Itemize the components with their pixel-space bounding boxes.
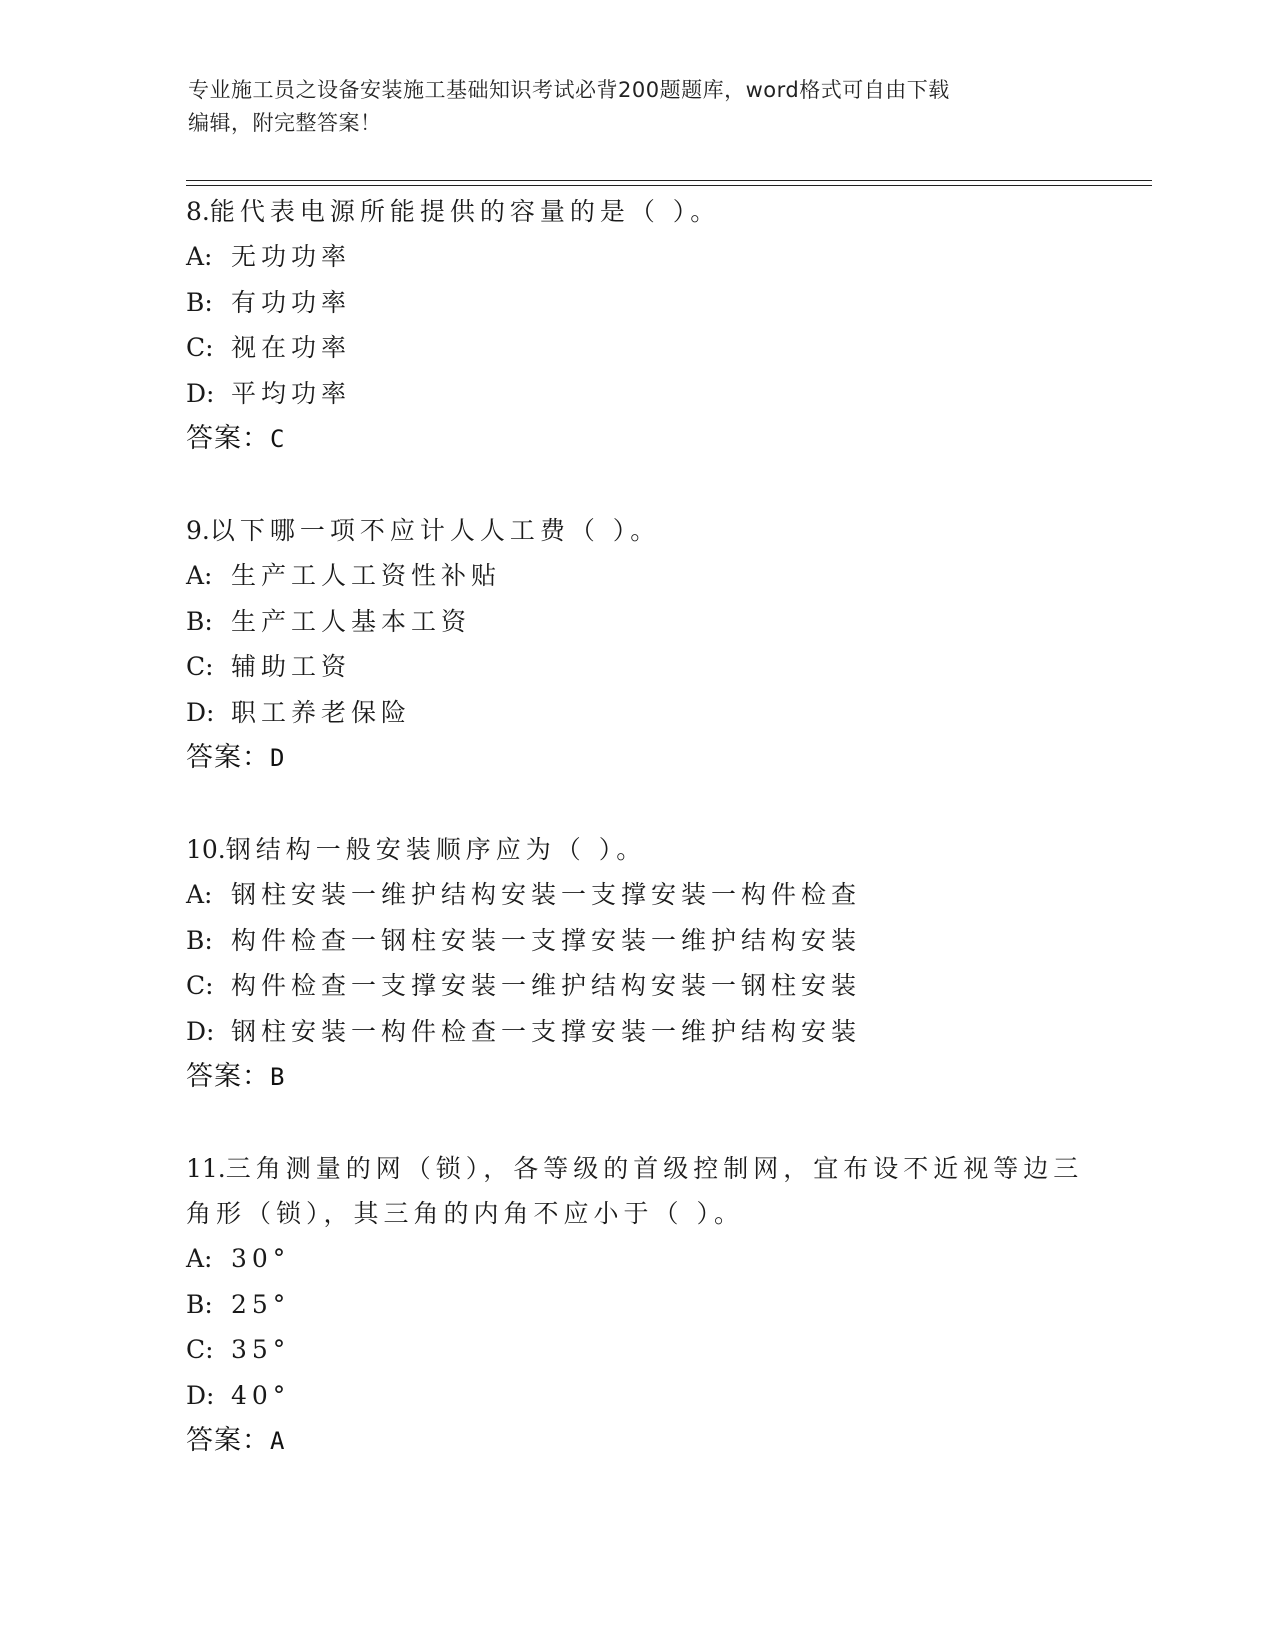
option-c: [186, 1327, 1086, 1373]
question-stem: [186, 508, 1086, 553]
option-c: [186, 325, 1086, 371]
option-text: 无功功率: [231, 242, 352, 271]
option-c: [186, 963, 1086, 1009]
option-key: B:: [186, 287, 213, 317]
question-11: [186, 1146, 1086, 1464]
option-key: C:: [186, 1335, 214, 1364]
option-a: [186, 234, 1086, 280]
option-c: [186, 644, 1086, 690]
question-stem: [186, 189, 1086, 234]
answer-label: 答案：: [186, 742, 270, 773]
option-key: B:: [186, 606, 213, 636]
option-key: A:: [186, 1244, 213, 1273]
header-title-line-1: 专业施工员之设备安装施工基础知识考试必背200题题库，word格式可自由下载: [188, 78, 950, 102]
option-text: 辅助工资: [231, 652, 352, 681]
option-text: 生产工人工资性补贴: [231, 561, 502, 590]
option-a: [186, 872, 1086, 918]
option-text: 35°: [231, 1335, 291, 1364]
question-list: [186, 189, 1086, 1510]
option-b: [186, 1282, 1086, 1328]
option-key: A:: [186, 880, 213, 909]
option-d: [186, 690, 1086, 736]
option-d: [186, 371, 1086, 417]
option-d: [186, 1009, 1086, 1055]
option-key: D:: [186, 1380, 215, 1410]
answer-value: A: [270, 1427, 285, 1455]
question-text: 以下哪一项不应计人人工费（ ）。: [209, 516, 661, 545]
option-d: [186, 1373, 1086, 1419]
question-10: [186, 827, 1086, 1100]
option-a: [186, 1236, 1086, 1282]
question-text: 三角测量的网（锁），各等级的首级控制网，宜布设不近视等边三角形（锁），其三角的内角不应小于（ ）。: [186, 1154, 1084, 1228]
option-key: D:: [186, 378, 215, 408]
header-title-line-2: 编辑，附完整答案！: [188, 111, 382, 135]
question-stem: [186, 1146, 1086, 1236]
option-key: B:: [186, 1289, 213, 1319]
option-b: [186, 599, 1086, 645]
option-key: C:: [186, 333, 214, 362]
option-text: 职工养老保险: [231, 697, 412, 727]
question-number: 10.: [186, 835, 226, 864]
answer-line: [186, 416, 1086, 462]
option-key: C:: [186, 971, 214, 1000]
option-text: 平均功率: [231, 378, 352, 408]
option-text: 40°: [231, 1380, 291, 1410]
option-key: B:: [186, 925, 213, 955]
answer-line: [186, 1054, 1086, 1100]
answer-value: D: [270, 744, 285, 772]
header-divider-top: [186, 180, 1152, 181]
option-text: 30°: [231, 1244, 291, 1273]
answer-value: C: [270, 425, 285, 453]
option-text: 生产工人基本工资: [231, 606, 472, 636]
option-b: [186, 918, 1086, 964]
option-a: [186, 553, 1086, 599]
option-key: D:: [186, 1016, 215, 1046]
option-text: 视在功率: [231, 333, 352, 362]
option-key: A:: [186, 242, 213, 271]
option-text: 25°: [231, 1289, 291, 1319]
answer-label: 答案：: [186, 1061, 270, 1092]
question-number: 9.: [186, 516, 210, 545]
question-number: 11.: [186, 1154, 226, 1183]
answer-label: 答案：: [186, 423, 270, 454]
question-9: [186, 508, 1086, 781]
option-text: 钢柱安装一维护结构安装一支撑安装一构件检查: [231, 880, 862, 909]
answer-value: B: [270, 1063, 285, 1091]
option-text: 构件检查一支撑安装一维护结构安装一钢柱安装: [231, 971, 862, 1000]
option-text: 构件检查一钢柱安装一支撑安装一维护结构安装: [231, 925, 862, 955]
option-key: C:: [186, 652, 214, 681]
option-b: [186, 280, 1086, 326]
option-text: 有功功率: [231, 287, 352, 317]
answer-line: [186, 735, 1086, 781]
question-number: 8.: [186, 197, 210, 226]
header-divider-bottom: [186, 185, 1152, 186]
question-text: 钢结构一般安装顺序应为（ ）。: [225, 835, 647, 864]
option-key: A:: [186, 561, 213, 590]
question-8: [186, 189, 1086, 462]
question-stem: [186, 827, 1086, 872]
option-text: 钢柱安装一构件检查一支撑安装一维护结构安装: [231, 1016, 862, 1046]
document-header: [188, 74, 1068, 140]
option-key: D:: [186, 697, 215, 727]
answer-label: 答案：: [186, 1425, 270, 1456]
answer-line: [186, 1418, 1086, 1464]
question-text: 能代表电源所能提供的容量的是（ ）。: [209, 197, 721, 226]
